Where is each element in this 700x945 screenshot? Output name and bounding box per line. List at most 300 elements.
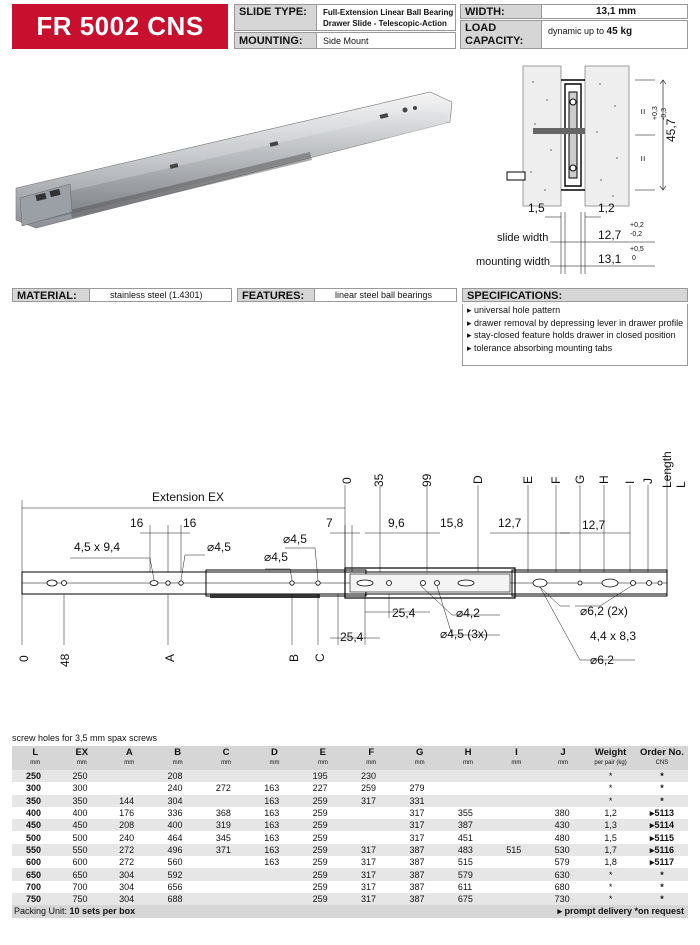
table-cell <box>492 893 540 905</box>
spec-item <box>463 304 687 317</box>
hole-4-5-a-label: ⌀4,5 <box>207 540 231 554</box>
packing-label: Packing Unit: <box>14 906 68 917</box>
col-i-unit: mm <box>511 760 522 766</box>
top-letter-i: I <box>623 480 637 484</box>
table-cell: 319 <box>202 819 250 831</box>
dimensions-table <box>12 746 688 905</box>
col-order-no <box>636 746 688 770</box>
width-label: WIDTH: <box>460 4 542 19</box>
table-cell: 259 <box>299 795 347 807</box>
table-cell: 272 <box>215 783 231 794</box>
hole-6-2-label: ⌀6,2 <box>590 653 614 667</box>
col-b-unit: mm <box>172 760 183 766</box>
table-cell: 600 <box>72 857 88 868</box>
top-letter-d: D <box>471 475 485 484</box>
table-row <box>12 795 688 807</box>
order-number: 5113 <box>654 808 674 819</box>
table-cell: 350 <box>12 795 59 807</box>
col-d-label: D <box>271 747 278 758</box>
spec-item-text: tolerance absorbing mounting tabs <box>474 342 613 353</box>
col-weight-label: Weight <box>594 747 627 758</box>
top-letter-e: E <box>521 475 535 484</box>
table-body <box>12 770 688 905</box>
table-cell: 208 <box>105 819 153 831</box>
table-cell: 371 <box>202 844 250 856</box>
table-cell: 387 <box>444 819 492 831</box>
table-cell <box>541 795 586 807</box>
table-cell: 750 <box>12 893 59 905</box>
table-cell: 480 <box>554 832 570 843</box>
col-b <box>153 746 201 770</box>
spec-bullet: ▸ <box>467 317 472 328</box>
dimensions-table-wrap <box>12 746 688 918</box>
table-cell: 304 <box>105 868 153 880</box>
col-a-unit: mm <box>124 760 135 766</box>
col-l-unit: mm <box>30 760 41 766</box>
load-kg: 45 kg <box>606 26 633 37</box>
dim-12-7-b: 12,7 <box>582 518 606 532</box>
dim-7: 7 <box>326 516 333 530</box>
slide-width-label: slide width <box>497 232 549 244</box>
table-cell: * <box>608 881 613 892</box>
table-cell: 227 <box>312 783 328 794</box>
table-row <box>12 819 688 831</box>
table-cell <box>250 868 298 880</box>
features-label: FEATURES: <box>237 288 315 302</box>
table-row <box>12 770 688 782</box>
delivery-legend: ▸ prompt delivery *on request <box>557 906 684 917</box>
slide-width-tol-up: +0,2 <box>630 222 644 229</box>
col-j-unit: mm <box>557 760 568 766</box>
table-cell: 317 <box>395 819 443 831</box>
table-cell: 515 <box>492 844 540 856</box>
table-cell <box>492 831 540 843</box>
order-marker: ▸ <box>649 844 655 855</box>
top-letter-99: 99 <box>420 473 434 487</box>
table-cell <box>202 893 250 905</box>
table-cell <box>492 881 540 893</box>
col-d <box>250 746 298 770</box>
table-cell: * <box>660 783 664 794</box>
width-value: 13,1 mm <box>542 4 688 19</box>
col-f-unit: mm <box>366 760 377 766</box>
slot-4-4x8-3-label: 4,4 x 8,3 <box>590 629 637 643</box>
table-cell: 368 <box>215 808 231 819</box>
table-cell <box>636 819 688 831</box>
dim-9-6: 9,6 <box>388 516 405 530</box>
table-cell: 1,3 <box>585 819 636 831</box>
table-cell: 163 <box>264 857 280 868</box>
dim-1-5: 1,5 <box>528 201 545 215</box>
col-ex <box>59 746 106 770</box>
table-cell: 400 <box>26 808 42 819</box>
table-cell: 163 <box>264 832 280 843</box>
table-cell <box>202 868 250 880</box>
table-header-row <box>12 746 688 770</box>
table-cell: 304 <box>119 881 135 892</box>
table-cell: 163 <box>264 808 280 819</box>
col-a <box>105 746 153 770</box>
table-cell: 250 <box>12 770 59 782</box>
table-cell: 317 <box>347 893 395 905</box>
order-number: 5116 <box>654 844 674 855</box>
top-letter-f: F <box>549 476 563 484</box>
slide-type-line-1: Full-Extension Linear Ball Bearing <box>323 8 454 17</box>
order-marker: ▸ <box>649 857 655 868</box>
mounting-width-label: mounting width <box>476 256 550 268</box>
table-row <box>12 881 688 893</box>
table-cell <box>444 795 492 807</box>
table-cell: 560 <box>167 857 183 868</box>
bottom-letter-48: 48 <box>58 653 72 667</box>
technical-drawing <box>0 430 700 690</box>
table-cell: 336 <box>167 808 183 819</box>
table-cell: 317 <box>361 881 377 892</box>
table-cell: 272 <box>119 857 135 868</box>
specifications-label: SPECIFICATIONS: <box>462 288 688 302</box>
table-cell <box>444 782 492 794</box>
slide-type-label: SLIDE TYPE: <box>234 4 317 31</box>
order-marker: ▸ <box>649 808 655 819</box>
table-cell: 400 <box>72 808 88 819</box>
table-cell <box>636 844 688 856</box>
table-cell: 300 <box>72 783 88 794</box>
col-e-label: E <box>319 747 327 758</box>
table-cell <box>105 782 153 794</box>
table-cell: 387 <box>409 881 425 892</box>
table-cell: * <box>608 783 613 794</box>
table-cell: 317 <box>361 857 377 868</box>
table-cell: 387 <box>395 844 443 856</box>
table-cell: 304 <box>153 795 201 807</box>
mounting-width-value: 13,1 <box>598 252 622 266</box>
table-cell: 380 <box>554 808 570 819</box>
table-cell: 700 <box>26 881 42 892</box>
table-cell: 259 <box>361 783 377 794</box>
col-h-label: H <box>464 747 472 758</box>
table-cell: 259 <box>312 832 328 843</box>
col-h <box>444 746 492 770</box>
table-cell: 730 <box>541 893 586 905</box>
table-cell: 345 <box>215 832 231 843</box>
table-cell: * <box>636 868 688 880</box>
col-l-label: L <box>32 747 39 758</box>
table-cell: 579 <box>444 868 492 880</box>
col-a-label: A <box>125 747 133 758</box>
table-cell <box>250 893 298 905</box>
spec-item <box>463 317 687 330</box>
table-cell <box>250 770 298 782</box>
mounting-label: MOUNTING: <box>234 32 317 49</box>
load-prefix: dynamic up to <box>548 26 605 36</box>
table-footer <box>12 905 688 918</box>
table-cell: 331 <box>395 795 443 807</box>
table-cell: 350 <box>59 795 106 807</box>
table-cell <box>250 881 298 893</box>
table-cell: 240 <box>167 783 183 794</box>
spec-item <box>463 342 687 355</box>
table-cell <box>202 770 250 782</box>
top-letter-0: 0 <box>340 477 354 484</box>
spec-item-text: drawer removal by depressing lever in drawer profile <box>474 317 684 328</box>
table-cell: 176 <box>119 808 135 819</box>
table-cell <box>541 782 586 794</box>
table-cell: 317 <box>409 832 425 843</box>
col-g-label: G <box>415 747 424 758</box>
table-cell <box>347 807 395 819</box>
bottom-letter-b: B <box>287 653 301 662</box>
dim-25-4-a: 25,4 <box>392 606 416 620</box>
table-cell: 450 <box>12 819 59 831</box>
bottom-letter-c: C <box>313 653 327 662</box>
order-number: 5114 <box>654 820 674 831</box>
table-cell: 259 <box>299 893 347 905</box>
top-letter-35: 35 <box>372 473 386 487</box>
table-cell: 483 <box>444 844 492 856</box>
load-capacity-value <box>542 20 688 49</box>
spec-item-text: universal hole pattern <box>474 305 561 315</box>
table-cell: 600 <box>26 857 42 868</box>
table-cell: * <box>585 770 636 782</box>
table-cell: 611 <box>457 881 473 892</box>
table-cell <box>444 770 492 782</box>
table-cell: 430 <box>541 819 586 831</box>
length-l-label: Length L <box>660 451 688 488</box>
table-cell: 750 <box>59 893 106 905</box>
table-cell: 279 <box>409 783 425 794</box>
table-cell: 163 <box>250 819 298 831</box>
table-cell: 259 <box>299 819 347 831</box>
table-cell: 387 <box>409 857 425 868</box>
slide-type-line-2: Drawer Slide - Telescopic-Action <box>323 19 447 28</box>
col-order-sub: CNS <box>655 760 669 766</box>
table-cell: 144 <box>105 795 153 807</box>
col-c <box>202 746 250 770</box>
table-cell: 387 <box>395 893 443 905</box>
table-cell: * <box>636 893 688 905</box>
col-ex-label: EX <box>75 747 89 758</box>
order-number: 5117 <box>654 857 674 868</box>
top-letter-h: H <box>597 475 611 484</box>
table-cell <box>492 770 540 782</box>
slide-width-tol-down: -0,2 <box>630 231 643 238</box>
packing-unit <box>12 905 135 918</box>
table-row <box>12 831 688 843</box>
table-cell <box>492 819 540 831</box>
table-cell: 163 <box>250 844 298 856</box>
mounting-value: Side Mount <box>317 32 456 49</box>
table-cell: 317 <box>347 868 395 880</box>
dim-15-8: 15,8 <box>440 516 464 530</box>
table-cell: 259 <box>312 857 328 868</box>
bottom-letter-a: A <box>163 653 177 662</box>
slot-4-5x9-4-label: 4,5 x 9,4 <box>74 540 121 554</box>
col-c-unit: mm <box>221 760 232 766</box>
table-cell <box>492 795 540 807</box>
spec-bullet: ▸ <box>467 305 472 315</box>
load-label-line-2: CAPACITY: <box>465 35 524 47</box>
specifications-list <box>462 304 688 366</box>
table-cell: 1,8 <box>604 857 617 868</box>
table-cell <box>202 856 250 868</box>
mounting-width-tol-up: +0,5 <box>630 246 644 253</box>
hole-4-5-3x-label: ⌀4,5 (3x) <box>440 627 488 641</box>
table-cell: 496 <box>153 844 201 856</box>
table-cell <box>347 831 395 843</box>
equal-mark-bottom: = <box>636 155 648 162</box>
col-e-unit: mm <box>317 760 328 766</box>
table-cell <box>202 881 250 893</box>
top-letter-j: J <box>641 478 655 484</box>
table-cell: 688 <box>153 893 201 905</box>
table-cell <box>492 856 540 868</box>
table-cell: 355 <box>457 808 473 819</box>
col-g <box>395 746 443 770</box>
table-cell: 163 <box>264 783 280 794</box>
table-note: screw holes for 3,5 mm spax screws <box>12 733 158 743</box>
col-weight-unit: per pair (kg) <box>594 760 627 766</box>
table-cell: 240 <box>119 832 135 843</box>
table-cell: 272 <box>105 844 153 856</box>
slide-product-image <box>10 80 460 240</box>
table-cell: 650 <box>12 868 59 880</box>
table-cell <box>636 807 688 819</box>
table-cell: 579 <box>554 857 570 868</box>
table-cell: 650 <box>59 868 106 880</box>
table-cell <box>347 819 395 831</box>
table-cell <box>636 856 688 868</box>
table-row <box>12 782 688 794</box>
table-cell: 530 <box>541 844 586 856</box>
hole-4-5-c-label: ⌀4,5 <box>264 550 288 564</box>
col-j-label: J <box>560 747 566 758</box>
order-marker: ▸ <box>649 820 655 831</box>
material-value: stainless steel (1.4301) <box>90 288 232 302</box>
table-cell <box>492 868 540 880</box>
bottom-letter-0: 0 <box>17 655 31 662</box>
equal-mark-top: = <box>636 108 648 115</box>
table-cell: 680 <box>554 881 570 892</box>
table-cell: 550 <box>59 844 106 856</box>
spec-bullet: ▸ <box>467 330 472 340</box>
table-cell: 317 <box>347 795 395 807</box>
col-f <box>347 746 395 770</box>
table-cell: 500 <box>72 832 88 843</box>
table-cell: 317 <box>347 844 395 856</box>
features-value: linear steel ball bearings <box>315 288 457 302</box>
dim-12-7-a: 12,7 <box>498 516 522 530</box>
table-cell: 259 <box>312 881 328 892</box>
table-cell: 400 <box>153 819 201 831</box>
table-cell: 300 <box>26 783 42 794</box>
table-cell: 230 <box>347 770 395 782</box>
dim-16-b: 16 <box>183 516 197 530</box>
table-row <box>12 844 688 856</box>
table-cell <box>541 770 586 782</box>
table-row <box>12 868 688 880</box>
table-cell: 500 <box>26 832 42 843</box>
col-weight <box>585 746 636 770</box>
table-cell: 1,2 <box>604 808 617 819</box>
col-b-label: B <box>174 747 182 758</box>
order-number: 5115 <box>654 832 674 843</box>
col-ex-unit: mm <box>76 760 87 766</box>
col-i-label: I <box>515 747 518 758</box>
table-cell <box>105 770 153 782</box>
dim-16-a: 16 <box>130 516 144 530</box>
col-c-label: C <box>222 747 230 758</box>
extension-ex-label: Extension EX <box>152 490 225 504</box>
col-l <box>12 746 59 770</box>
height-tol-down: -0,3 <box>661 107 668 120</box>
table-cell: 630 <box>541 868 586 880</box>
dim-25-4-b: 25,4 <box>340 630 364 644</box>
table-cell <box>636 831 688 843</box>
material-label: MATERIAL: <box>12 288 90 302</box>
table-cell: 592 <box>153 868 201 880</box>
slide-width-value: 12,7 <box>598 228 622 242</box>
order-marker: ▸ <box>649 832 655 843</box>
col-j <box>541 746 586 770</box>
table-cell: 1,5 <box>604 832 617 843</box>
spec-bullet: ▸ <box>467 342 472 353</box>
col-h-unit: mm <box>463 760 474 766</box>
table-cell: 304 <box>105 893 153 905</box>
table-cell: 450 <box>59 819 106 831</box>
table-cell <box>395 770 443 782</box>
table-cell: 195 <box>299 770 347 782</box>
col-e <box>299 746 347 770</box>
col-d-unit: mm <box>269 760 280 766</box>
table-cell: * <box>585 795 636 807</box>
table-cell: 700 <box>72 881 88 892</box>
dim-1-2: 1,2 <box>598 201 615 215</box>
table-cell <box>202 795 250 807</box>
mounting-width-tol-down: 0 <box>632 255 636 262</box>
table-cell: 317 <box>409 808 425 819</box>
height-tol-up: +0,3 <box>652 106 659 120</box>
table-cell: 208 <box>153 770 201 782</box>
table-cell: * <box>636 770 688 782</box>
packing-value: 10 sets per box <box>69 906 136 917</box>
spec-item-text: stay-closed feature holds drawer in closed position <box>474 330 676 340</box>
col-i <box>492 746 540 770</box>
table-cell: 1,7 <box>585 844 636 856</box>
product-title: FR 5002 CNS <box>12 4 228 49</box>
table-cell: 250 <box>59 770 106 782</box>
table-cell <box>492 807 540 819</box>
table-row <box>12 856 688 868</box>
hole-4-5-b-label: ⌀4,5 <box>283 532 307 546</box>
table-cell: 259 <box>312 808 328 819</box>
load-label-line-1: LOAD <box>465 22 497 34</box>
table-cell: * <box>585 893 636 905</box>
col-g-unit: mm <box>414 760 425 766</box>
table-row <box>12 893 688 905</box>
table-cell: 451 <box>457 832 473 843</box>
table-cell: 163 <box>250 795 298 807</box>
table-row <box>12 807 688 819</box>
table-cell: 387 <box>395 868 443 880</box>
col-f-label: F <box>368 747 375 758</box>
col-order-label: Order No. <box>640 747 684 758</box>
table-cell: 675 <box>444 893 492 905</box>
table-cell: * <box>585 868 636 880</box>
table-cell: 259 <box>299 868 347 880</box>
table-cell: 464 <box>167 832 183 843</box>
top-letter-g: G <box>573 474 587 484</box>
hole-4-2-label: ⌀4,2 <box>456 606 480 620</box>
